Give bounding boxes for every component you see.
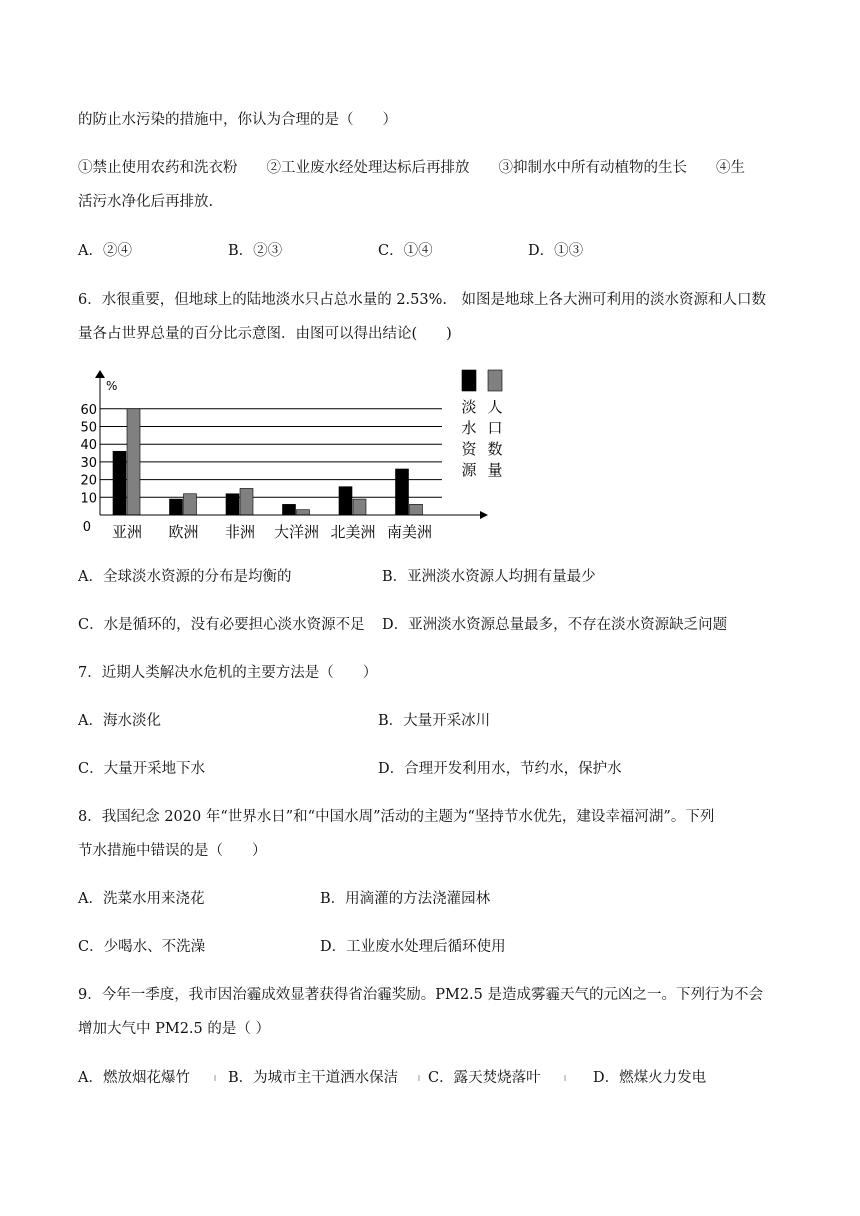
q6-option-c[interactable]: C．水是循环的，没有必要担心淡水资源不足: [78, 617, 365, 633]
legend-swatch: [462, 370, 476, 391]
bar-freshwater: [113, 451, 126, 515]
q8-option-a[interactable]: A．洗菜水用来浇花: [78, 891, 205, 907]
q7-option-d[interactable]: D．合理开发利用水，节约水，保护水: [378, 761, 622, 777]
separator-mark: [564, 1075, 566, 1081]
q9-stem-line1: 9．今年一季度，我市因治霾成效显著获得省治霾奖励。PM2.5 是造成雾霾天气的元凶之一。下列行为不会: [78, 987, 763, 1003]
x-axis-arrow: [480, 511, 488, 519]
y-axis-label: %: [106, 379, 118, 393]
q5-statements-line2: 活污水净化后再排放.: [78, 194, 214, 210]
x-category-label: 非洲: [224, 523, 256, 541]
bar-population: [297, 510, 310, 515]
bar-freshwater: [226, 494, 239, 515]
y-tick-label: 30: [80, 455, 97, 471]
x-category-label: 大洋洲: [273, 523, 320, 541]
bar-population: [127, 409, 140, 515]
y-tick-label: 50: [80, 420, 97, 436]
bar-freshwater: [339, 487, 352, 515]
q7-option-c[interactable]: C．大量开采地下水: [78, 761, 206, 777]
q5-option-b[interactable]: B．②③: [228, 243, 283, 259]
legend-label-char: 口: [487, 419, 503, 437]
separator-mark: [214, 1075, 216, 1081]
q6-stem-line1: 6．水很重要，但地球上的陆地淡水只占总水量的 2.53%. 如图是地球上各大洲可利用的淡水资源和人口数: [78, 292, 767, 308]
q9-option-a[interactable]: A．燃放烟花爆竹: [78, 1070, 190, 1086]
q5-statements-line1: ①禁止使用农药和洗衣粉 ②工业废水经处理达标后再排放 ③抑制水中所有动植物的生长 ④生: [78, 160, 745, 176]
q9-option-b[interactable]: B．为城市主干道洒水保洁: [228, 1070, 399, 1086]
legend-label-char: 水: [461, 419, 477, 437]
bar-population: [184, 494, 197, 515]
freshwater-population-chart: [80, 370, 514, 548]
q7-option-b[interactable]: B．大量开采冰川: [378, 713, 491, 729]
bar-freshwater: [170, 499, 183, 515]
legend-label-char: 资: [461, 440, 477, 458]
legend-label-char: 数: [487, 440, 503, 458]
x-category-label: 南美洲: [386, 523, 433, 541]
x-category-label: 北美洲: [330, 523, 376, 541]
q7-option-a[interactable]: A．海水淡化: [78, 713, 161, 729]
legend-label-char: 源: [461, 461, 477, 479]
q6-option-b[interactable]: B．亚洲淡水资源人均拥有量最少: [382, 569, 596, 585]
q6-option-a[interactable]: A．全球淡水资源的分布是均衡的: [78, 569, 292, 585]
q5-option-a[interactable]: A．②④: [78, 243, 132, 259]
bar-freshwater: [283, 504, 296, 515]
q8-stem-line1: 8．我国纪念 2020 年“世界水日”和“中国水周”活动的主题为“坚持节水优先，建设幸福河湖”。下列: [78, 809, 715, 825]
q5-stem: 的防止水污染的措施中，你认为合理的是（ ）: [78, 112, 397, 128]
q8-option-c[interactable]: C．少喝水、不洗澡: [78, 939, 206, 955]
x-category-label: 亚洲: [111, 523, 143, 541]
x-category-label: 欧洲: [168, 523, 199, 541]
separator-mark: [418, 1075, 420, 1081]
y-tick-label: 10: [80, 491, 97, 507]
legend-swatch: [488, 370, 502, 391]
legend-label-char: 量: [487, 461, 503, 479]
bar-population: [410, 504, 423, 515]
q5-option-d[interactable]: D．①③: [528, 243, 584, 259]
q5-option-c[interactable]: C．①④: [378, 243, 433, 259]
y-tick-label: 60: [80, 402, 97, 418]
q7-stem: 7．近期人类解决水危机的主要方法是（ ）: [78, 665, 378, 681]
q6-stem-line2: 量各占世界总量的百分比示意图．由图可以得出结论( ): [78, 326, 452, 342]
q8-option-d[interactable]: D．工业废水处理后循环使用: [320, 939, 506, 955]
q6-option-d[interactable]: D．亚洲淡水资源总量最多，不存在淡水资源缺乏问题: [382, 617, 728, 633]
y-tick-label: 20: [80, 473, 97, 489]
q9-option-d[interactable]: D．燃煤火力发电: [593, 1070, 707, 1086]
q8-option-b[interactable]: B．用滴灌的方法浇灌园林: [320, 891, 491, 907]
legend-label-char: 人: [487, 398, 503, 416]
y-axis-arrow: [95, 370, 105, 378]
y-tick-label: 40: [80, 438, 97, 454]
q9-stem-line2: 增加大气中 PM2.5 的是（ ）: [78, 1021, 270, 1037]
y-tick-label: 0: [82, 520, 91, 535]
bar-population: [353, 499, 366, 515]
legend-label-char: 淡: [461, 398, 477, 416]
q8-stem-line2: 节水措施中错误的是（ ）: [78, 843, 267, 859]
bar-freshwater: [396, 469, 409, 515]
q9-option-c[interactable]: C．露天焚烧落叶: [428, 1070, 541, 1086]
bar-population: [240, 488, 253, 515]
